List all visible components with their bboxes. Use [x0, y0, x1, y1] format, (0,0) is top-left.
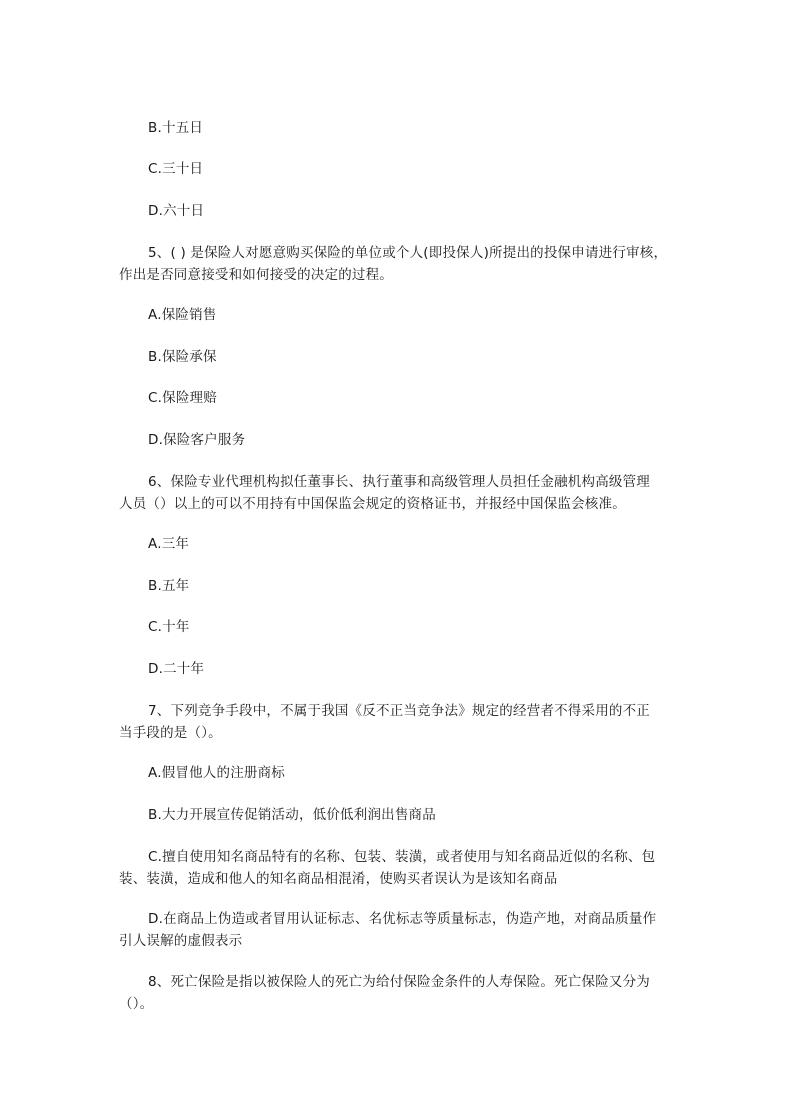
option-c-q6: C.十年 — [148, 619, 190, 635]
question-5-line-1: 5、( ) 是保险人对愿意购买保险的单位或个人(即投保人)所提出的投保申请进行审核， — [148, 245, 668, 261]
option-a-q5: A.保险销售 — [148, 307, 217, 323]
option-c-q5: C.保险理赔 — [148, 390, 217, 406]
option-d-q4: D.六十日 — [148, 203, 205, 219]
question-5-line-2: 作出是否同意接受和如何接受的决定的过程。 — [119, 267, 393, 283]
option-a-q7: A.假冒他人的注册商标 — [148, 765, 285, 781]
question-8-line-2: （）。 — [119, 996, 154, 1012]
option-a-q6: A.三年 — [148, 536, 190, 552]
option-c-q7-line-1: C.擅自使用知名商品特有的名称、包装、装潢，或者使用与知名商品近似的名称、包 — [148, 849, 656, 865]
option-b-q7: B.大力开展宣传促销活动，低价低利润出售商品 — [148, 807, 436, 823]
option-b-q4: B.十五日 — [148, 120, 204, 136]
option-d-q5: D.保险客户服务 — [148, 432, 246, 448]
option-b-q6: B.五年 — [148, 578, 190, 594]
question-6-line-2: 人员（）以上的可以不用持有中国保监会规定的资格证书，并报经中国保监会核准。 — [119, 496, 626, 512]
option-d-q7-line-1: D.在商品上伪造或者冒用认证标志、名优标志等质量标志，伪造产地，对商品质量作 — [148, 911, 657, 927]
question-6-line-1: 6、保险专业代理机构拟任董事长、执行董事和高级管理人员担任金融机构高级管理 — [148, 474, 650, 490]
option-c-q4: C.三十日 — [148, 161, 204, 177]
question-7-line-1: 7、下列竞争手段中，不属于我国《反不正当竞争法》规定的经营者不得采用的不正 — [148, 703, 650, 719]
question-8-line-1: 8、死亡保险是指以被保险人的死亡为给付保险金条件的人寿保险。死亡保险又分为 — [148, 974, 650, 990]
option-d-q6: D.二十年 — [148, 661, 205, 677]
option-d-q7-line-2: 引人误解的虚假表示 — [119, 933, 243, 949]
option-c-q7-line-2: 装、装潢，造成和他人的知名商品相混淆，使购买者误认为是该知名商品 — [119, 871, 558, 887]
option-b-q5: B.保险承保 — [148, 349, 217, 365]
question-7-line-2: 当手段的是（）。 — [119, 725, 222, 741]
